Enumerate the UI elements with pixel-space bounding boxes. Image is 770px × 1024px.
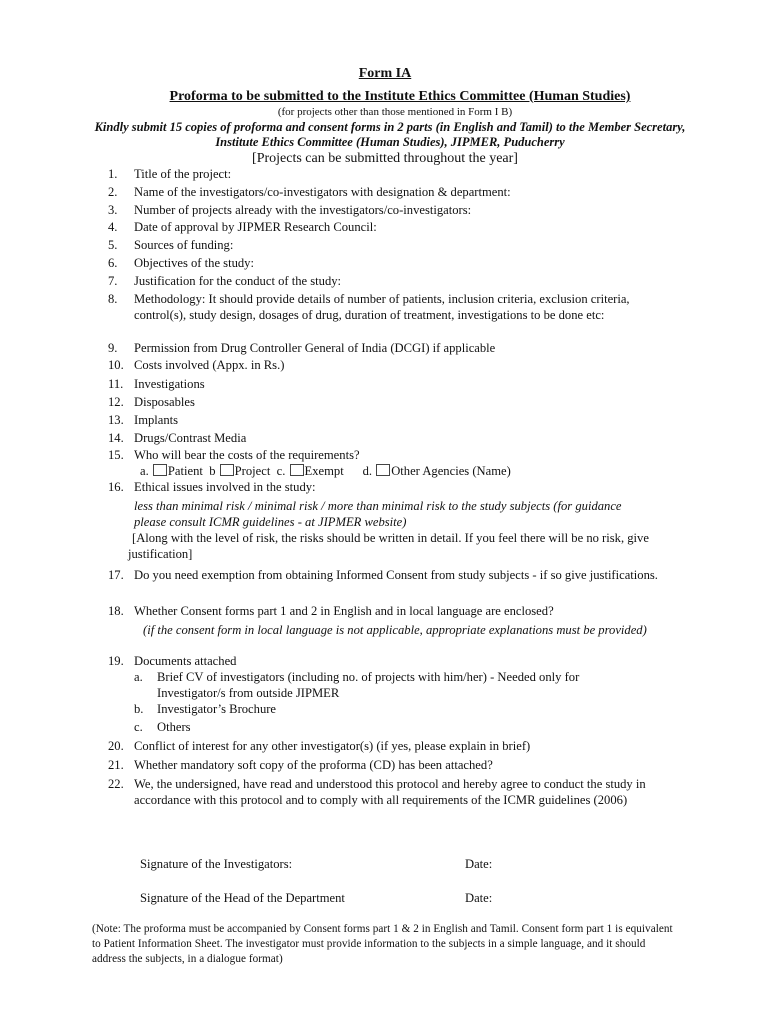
item-number: 15. — [108, 448, 124, 462]
hod-signature-label: Signature of the Head of the Department — [140, 891, 345, 905]
item-text: Do you need exemption from obtaining Informed Consent from study subjects - if so give justifications. — [134, 568, 658, 582]
item-number: 7. — [108, 274, 118, 288]
option-d-label: d. — [362, 464, 373, 478]
item-text: Who will bear the costs of the requirements? — [134, 448, 360, 462]
investigators-date-label: Date: — [465, 857, 493, 871]
option-a-label: a. — [140, 464, 149, 478]
subitem-text: Brief CV of investigators (including no. of projects with him/her) - Needed only for Investigator/s from outside JIPMER — [157, 670, 580, 700]
item-number: 16. — [108, 480, 124, 494]
form-scope-note: (for projects other than those mentioned in Form I B) — [277, 106, 513, 118]
item-text: Documents attached — [134, 654, 237, 668]
cost-bearer-options — [140, 464, 620, 480]
subitem-label: b. — [134, 702, 144, 716]
item-number: 17. — [108, 568, 124, 582]
item-text: Conflict of interest for any other investigator(s) (if yes, please explain in brief) — [134, 739, 531, 753]
item-number: 5. — [108, 238, 118, 252]
subitem-label: c. — [134, 720, 143, 734]
item-number: 12. — [108, 395, 124, 409]
option-b-text: Project — [234, 464, 271, 478]
item-number: 20. — [108, 739, 124, 753]
item-number: 3. — [108, 203, 118, 217]
item-number: 11. — [108, 377, 124, 391]
option-b-checkbox[interactable] — [220, 464, 234, 476]
item-text: Number of projects already with the investigators/co-investigators: — [134, 203, 472, 217]
subitem-text: Investigator’s Brochure — [157, 702, 277, 716]
form-subtitle: Proforma to be submitted to the Institute Ethics Committee (Human Studies) — [169, 89, 631, 104]
investigators-signature-label: Signature of the Investigators: — [140, 857, 293, 871]
hod-date-label: Date: — [465, 891, 493, 905]
item-number: 9. — [108, 341, 118, 355]
item-number: 1. — [108, 167, 118, 181]
option-c-label: c. — [276, 464, 286, 478]
item-text: Name of the investigators/co-investigators with designation & department: — [134, 185, 511, 199]
form-title: Form IA — [358, 66, 412, 81]
item-text: We, the undersigned, have read and understood this protocol and hereby agree to conduct the study in accordance with this protocol and to comply with all requirements of the ICMR guidelines (2006) — [134, 777, 646, 807]
item-number: 2. — [108, 185, 118, 199]
item-number: 19. — [108, 654, 124, 668]
item-number: 14. — [108, 431, 124, 445]
subitem-text: Others — [157, 720, 191, 734]
subitem-label: a. — [134, 670, 143, 684]
risk-justification-note: [Along with the level of risk, the risks should be written in detail. If you feel there will be no risk, give justification] — [128, 531, 649, 561]
option-d-checkbox[interactable] — [376, 464, 390, 476]
item-number: 6. — [108, 256, 118, 270]
item-text: Costs involved (Appx. in Rs.) — [134, 358, 285, 372]
item-text: Ethical issues involved in the study: — [134, 480, 316, 494]
item-number: 13. — [108, 413, 124, 427]
item-text: Title of the project: — [134, 167, 232, 181]
option-d-text: Other Agencies (Name) — [391, 464, 511, 478]
item-text: Whether Consent forms part 1 and 2 in English and in local language are enclosed? — [134, 604, 554, 618]
item-text: Objectives of the study: — [134, 256, 254, 270]
option-c-checkbox[interactable] — [290, 464, 304, 476]
item-number: 21. — [108, 758, 124, 772]
item-number: 8. — [108, 292, 118, 306]
item-text: Drugs/Contrast Media — [134, 431, 247, 445]
item-text: Date of approval by JIPMER Research Council: — [134, 220, 377, 234]
item-number: 4. — [108, 220, 118, 234]
item-number: 10. — [108, 358, 124, 372]
submission-instruction: Kindly submit 15 copies of proforma and consent forms in 2 parts (in English and Tamil) to the Member Secretary, Institute Ethics Committee (Human Studies), JIPMER, Puducherry — [94, 120, 686, 149]
submission-period-note: [Projects can be submitted throughout the year] — [252, 151, 518, 166]
item-number: 18. — [108, 604, 124, 618]
item-text: Methodology: It should provide details of number of patients, inclusion criteria, exclusion criteria, control(s), study design, dosages of drug, duration of treatment, investigations to be done etc: — [134, 292, 630, 322]
item-text: Permission from Drug Controller General of India (DCGI) if applicable — [134, 341, 496, 355]
item-text: Justification for the conduct of the study: — [134, 274, 342, 288]
item-text: Sources of funding: — [134, 238, 234, 252]
item-text: Investigations — [134, 377, 205, 391]
option-b-label: b — [209, 464, 216, 478]
consent-local-language-note: (if the consent form in local language is not applicable, appropriate explanations must be provided) — [143, 623, 647, 637]
item-number: 22. — [108, 777, 124, 791]
option-a-text: Patient — [167, 464, 203, 478]
option-a-checkbox[interactable] — [153, 464, 167, 476]
item-text: Implants — [134, 413, 179, 427]
footnote: (Note: The proforma must be accompanied by Consent forms part 1 & 2 in English and Tamil. Consent form part 1 is equivalent to Patient Information Sheet. The investigator must provide information to the subjects in a simple language, and it should address the subjects, in a dialogue format) — [92, 923, 673, 965]
option-c-text: Exempt — [304, 464, 344, 478]
item-text: Whether mandatory soft copy of the proforma (CD) has been attached? — [134, 758, 493, 772]
item-text: Disposables — [134, 395, 195, 409]
risk-level-note: less than minimal risk / minimal risk / more than minimal risk to the study subjects (for guidance please consult ICMR guidelines - at JIPMER website) — [134, 499, 622, 529]
